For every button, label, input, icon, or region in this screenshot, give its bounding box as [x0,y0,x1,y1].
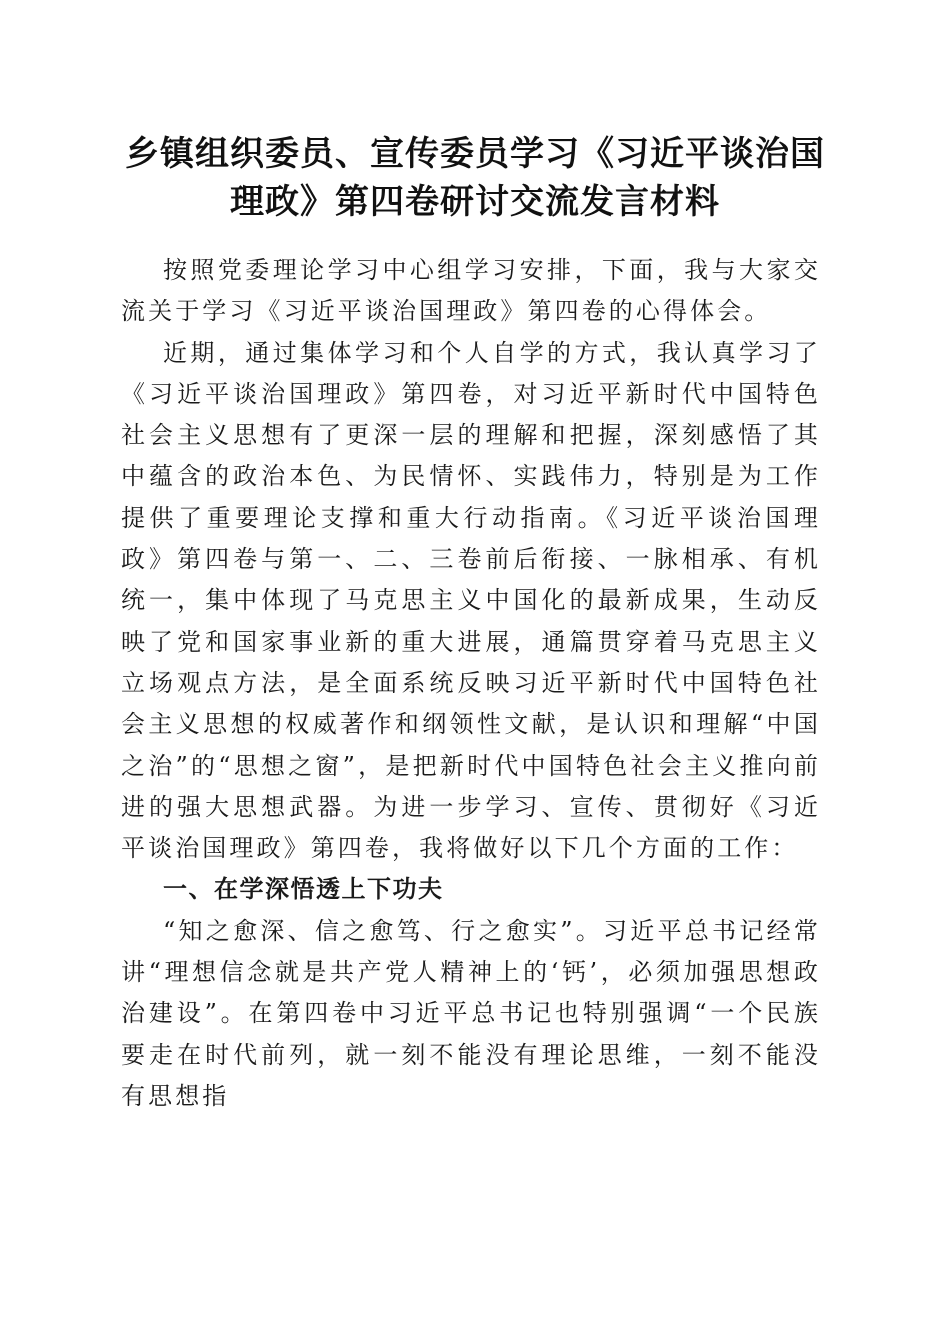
intro-paragraph: 按照党委理论学习中心组学习安排，下面，我与大家交流关于学习《习近平谈治国理政》第四卷的心得体会。 [121,256,821,326]
section-paragraph: “知之愈深、信之愈笃、行之愈实”。习近平总书记经常讲“理想信念就是共产党人精神上的‘钙’，必须加强思想政治建设”。在第四卷中习近平总书记也特别强调“一个民族要走在时代前列，就一刻不能没有理论思维，一刻不能没有思想指 [121,916,821,1110]
document-body [121,250,821,1117]
document-title: 乡镇组织委员、宣传委员学习《习近平谈治国理政》第四卷研讨交流发言材料 [125,134,825,222]
main-paragraph: 近期，通过集体学习和个人自学的方式，我认真学习了《习近平谈治国理政》第四卷，对习近平新时代中国特色社会主义思想有了更深一层的理解和把握，深刻感悟了其中蕴含的政治本色、为民情怀、实践伟力，特别是为工作提供了重要理论支撑和重大行动指南。《习近平谈治国理政》第四卷与第一、二、三卷前后衔接、一脉相承、有机统一，集中体现了马克思主义中国化的最新成果，生动反映了党和国家事业新的重大进展，通篇贯穿着马克思主义立场观点方法，是全面系统反映习近平新时代中国特色社会主义思想的权威著作和纲领性文献，是认识和理解“中国之治”的“思想之窗”，是把新时代中国特色社会主义推向前进的强大思想武器。为进一步学习、宣传、贯彻好《习近平谈治国理政》第四卷，我将做好以下几个方面的工作： [121,338,821,863]
section-heading: 一、在学深悟透上下功夫 [163,875,444,904]
